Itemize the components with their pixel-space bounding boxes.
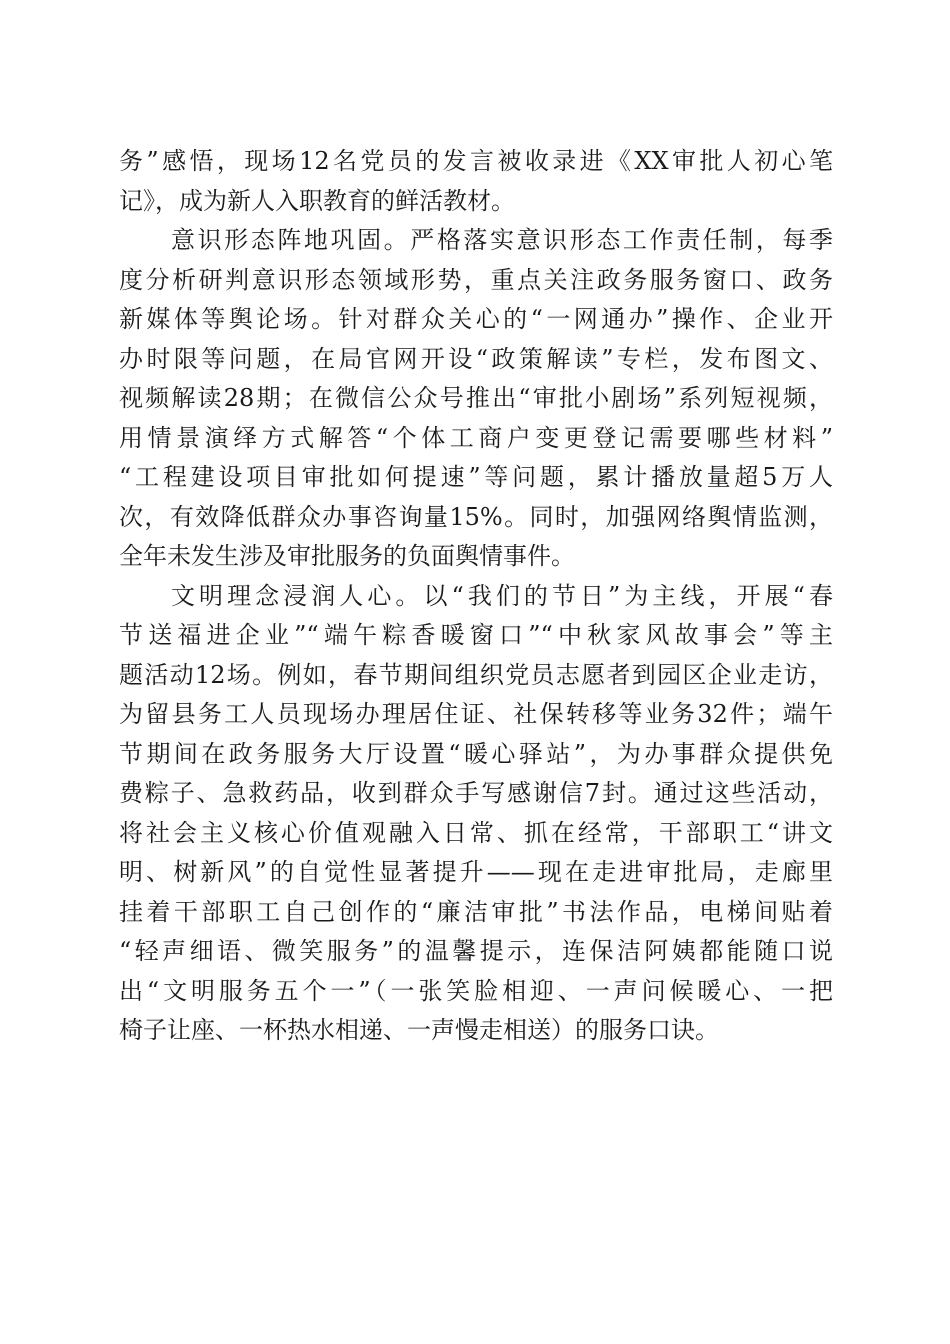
paragraph-ideology <box>119 221 833 577</box>
text-line: 挂着干部职工自己创作的“廉洁审批”书法作品，电梯间贴着 <box>119 897 833 926</box>
text-line: 题活动12场。例如，春节期间组织党员志愿者到园区企业走访， <box>119 660 833 689</box>
text-line: 用情景演绎方式解答“个体工商户变更登记需要哪些材料” <box>119 423 833 452</box>
text-line: 费粽子、急救药品，收到群众手写感谢信7封。通过这些活动， <box>119 779 833 807</box>
text-line: 明、树新风”的自觉性显著提升——现在走进审批局，走廊里 <box>119 858 833 886</box>
text-line: 椅子让座、一杯热水相递、一声慢走相送）的服务口诀。 <box>119 1016 719 1044</box>
text-line: 视频解读28期；在微信公众号推出“审批小剧场”系列短视频， <box>119 384 833 412</box>
text-line: 意识形态阵地巩固。严格落实意识形态工作责任制，每季 <box>171 226 833 254</box>
text-line: 文明理念浸润人心。以“我们的节日”为主线，开展“春 <box>171 581 833 610</box>
paragraph-continuation <box>119 142 833 221</box>
text-line: 次，有效降低群众办事咨询量15%。同时，加强网络舆情监测， <box>119 502 833 531</box>
text-line: 新媒体等舆论场。针对群众关心的“一网通办”操作、企业开 <box>119 305 833 333</box>
text-line: 将社会主义核心价值观融入日常、抓在经常，干部职工“讲文 <box>119 818 833 847</box>
text-line: 节送福进企业”“端午粽香暖窗口”“中秋家风故事会”等主 <box>119 621 833 649</box>
text-line: 务”感悟，现场12名党员的发言被收录进《XX审批人初心笔 <box>119 147 833 175</box>
text-line: 为留县务工人员现场办理居住证、社保转移等业务32件；端午 <box>119 700 833 728</box>
text-line: 办时限等问题，在局官网开设“政策解读”专栏，发布图文、 <box>119 344 833 373</box>
text-line: 记》，成为新人入职教育的鲜活教材。 <box>119 186 515 215</box>
text-line: “轻声细语、微笑服务”的温馨提示，连保洁阿姨都能随口说 <box>119 937 833 965</box>
text-line: 出“文明服务五个一”（一张笑脸相迎、一声问候暖心、一把 <box>119 976 833 1005</box>
paragraph-civilization <box>119 577 833 1051</box>
text-line: 节期间在政务服务大厅设置“暖心驿站”，为办事群众提供免 <box>119 739 833 768</box>
text-line: 度分析研判意识形态领域形势，重点关注政务服务窗口、政务 <box>119 265 833 294</box>
text-line: “工程建设项目审批如何提速”等问题，累计播放量超5万人 <box>119 463 833 491</box>
text-line: 全年未发生涉及审批服务的负面舆情事件。 <box>119 542 575 570</box>
document-body <box>119 142 833 1051</box>
